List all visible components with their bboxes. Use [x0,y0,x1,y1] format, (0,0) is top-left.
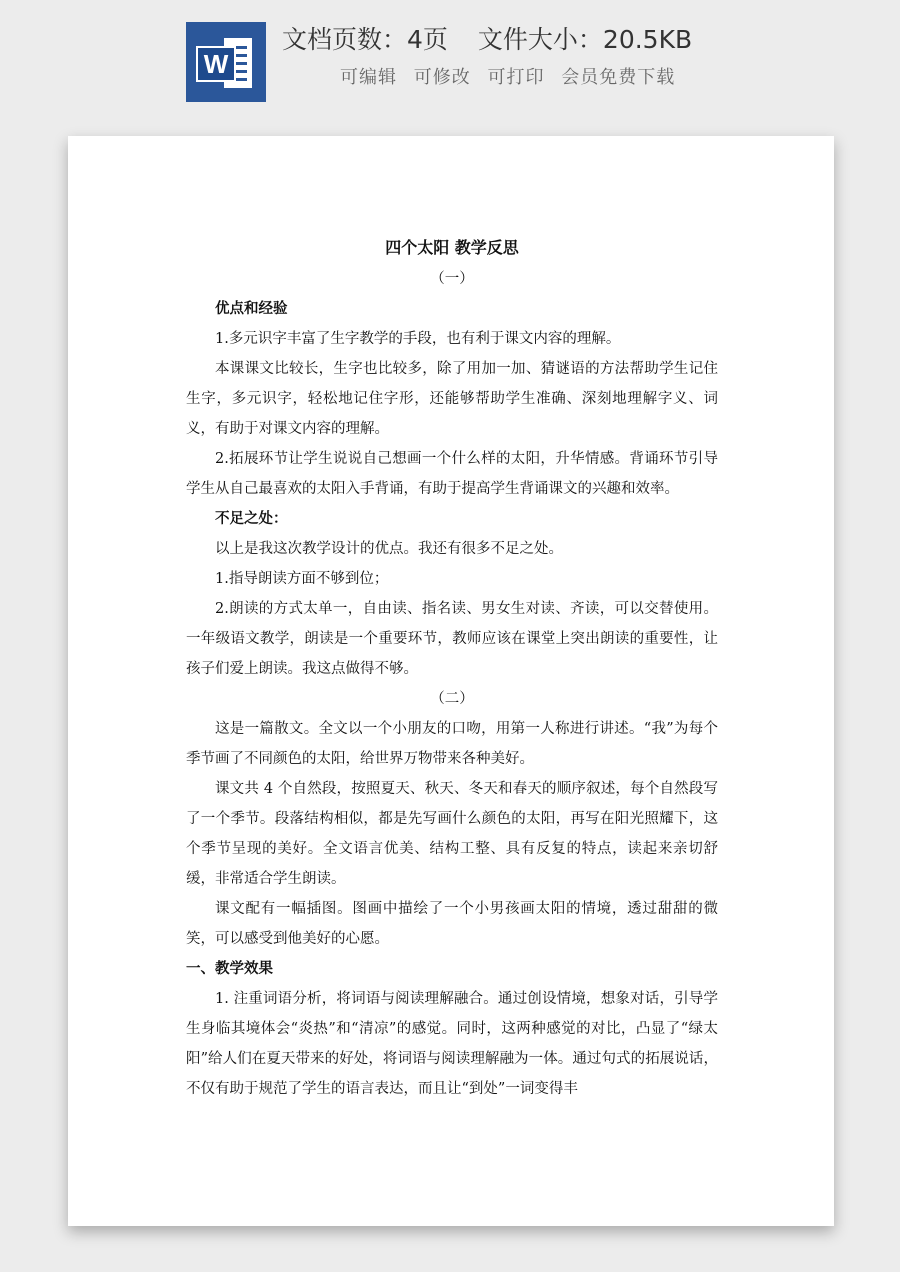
paragraph: 2.朗读的方式太单一，自由读、指名读、男女生对读、齐读，可以交替使用。一年级语文教学，朗读是一个重要环节，教师应该在课堂上突出朗读的重要性，让孩子们爱上朗读。我这点做得不够。 [186,601,718,677]
file-meta [282,20,752,60]
feature-editable: 可编辑 [340,67,397,88]
feature-member-free: 会员免费下载 [561,67,676,88]
download-banner [0,0,900,118]
paragraph: 1.指导朗读方面不够到位； [215,571,389,587]
teaching-effects-heading: 一、教学效果 [186,960,273,977]
paragraph: 这是一篇散文。全文以一个小朋友的口吻，用第一人称进行讲述。“我”为每个季节画了不同颜色的太阳，给世界万物带来各种美好。 [186,721,718,767]
word-document-icon [186,22,266,102]
section-two-marker: （二） [430,691,474,707]
word-letter-badge: W [196,46,236,82]
paragraph: 1.多元识字丰富了生字教学的手段，也有利于课文内容的理解。 [215,331,621,347]
document-title: 四个太阳 教学反思 [385,238,519,257]
paragraph: 以上是我这次教学设计的优点。我还有很多不足之处。 [215,541,563,557]
feature-modifiable: 可修改 [413,67,471,88]
file-size: 文件大小：20.5KB [477,25,693,54]
paragraph: 1. 注重词语分析，将词语与阅读理解融合。通过创设情境，想象对话，引导学生身临其境体会“炎热”和“清凉”的感觉。同时，这两种感觉的对比，凸显了“绿太阳”给人们在夏天带来的好处，将词语与阅读理解融为一体。通过句式的拓展说话，不仅有助于规范了学生的语言表达，而且让“到处”一词变得丰 [186,991,718,1097]
paragraph: 本课课文比较长，生字也比较多，除了用加一加、猜谜语的方法帮助学生记住生字，多元识字，轻松地记住字形，还能够帮助学生准确、深刻地理解字义、词义，有助于对课文内容的理解。 [186,361,718,437]
paragraph: 课文配有一幅插图。图画中描绘了一个小男孩画太阳的情境，透过甜甜的微笑，可以感受到他美好的心愿。 [186,901,718,947]
page-count: 文档页数：4页 [282,25,448,54]
shortcomings-heading: 不足之处： [215,510,288,527]
feature-printable: 可打印 [487,67,545,88]
document-page [68,136,834,1226]
merits-heading: 优点和经验 [215,300,288,317]
section-one-marker: （一） [430,271,474,287]
paragraph: 课文共 4 个自然段，按照夏天、秋天、冬天和春天的顺序叙述，每个自然段写了一个季节。段落结构相似，都是先写画什么颜色的太阳，再写在阳光照耀下，这个季节呈现的美好。全文语言优美、结构工整、具有反复的特点，读起来亲切舒缓，非常适合学生朗读。 [186,781,718,887]
paragraph: 2.拓展环节让学生说说自己想画一个什么样的太阳，升华情感。背诵环节引导学生从自己最喜欢的太阳入手背诵，有助于提高学生背诵课文的兴趣和效率。 [186,451,718,497]
document-body [186,232,718,1104]
feature-list [340,64,700,92]
